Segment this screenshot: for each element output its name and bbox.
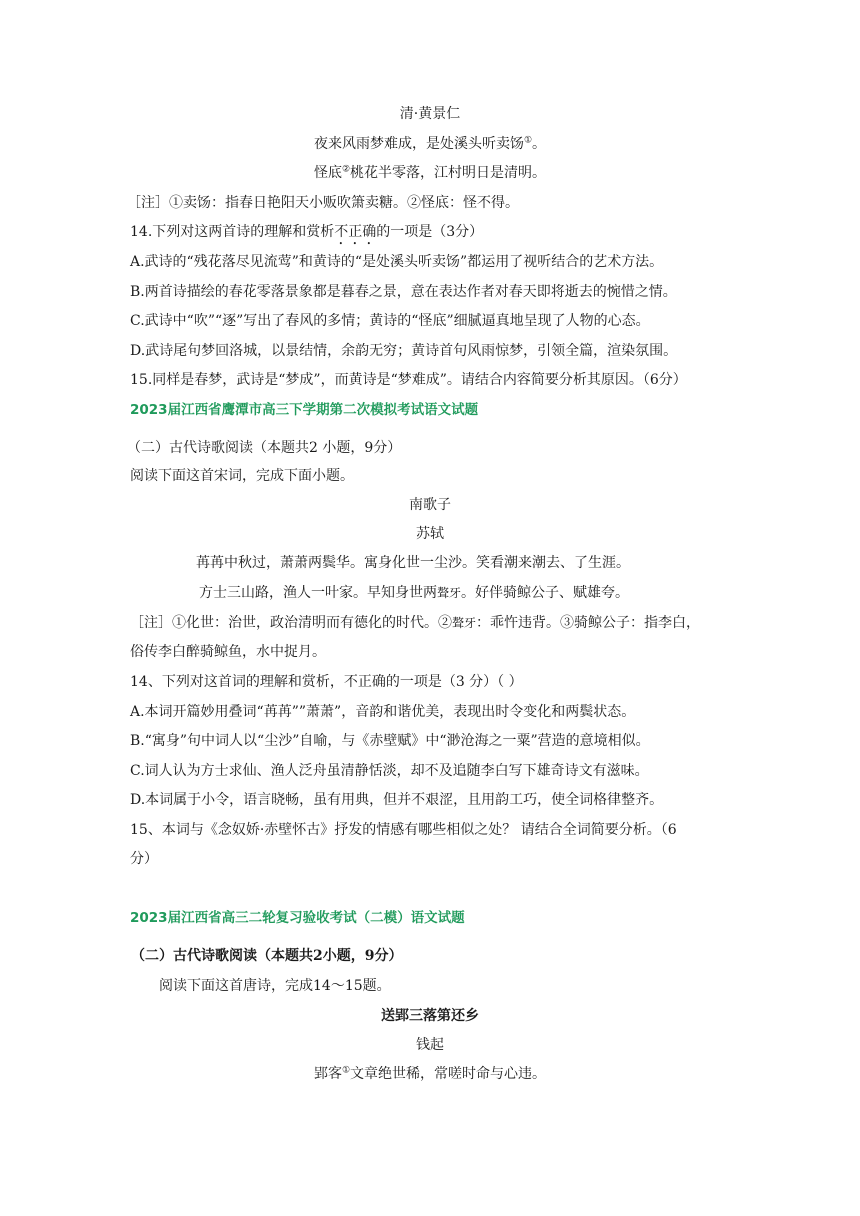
footnote-marker: ① (341, 1065, 351, 1076)
option-b: B.“寓身”句中词人以“尘沙”自喻，与《赤壁赋》中“渺沧海之一粟”营造的意境相似。 (130, 733, 650, 749)
poem-title: 送郢三落第还乡 (381, 1008, 479, 1024)
option-a: A.武诗的“残花落尽见流莺”和黄诗的“是处溪头听卖饧”都运用了视听结合的艺术方法。 (130, 254, 664, 270)
option-a: A.本词开篇妙用叠词“苒苒””萧萧”，音韵和谐优美，表现出时令变化和两鬓状态。 (130, 704, 636, 720)
option-d: D.武诗尾句梦回洛城，以景结情，余韵无穷；黄诗首句风雨惊梦，引领全篇，渲染氛围。 (130, 343, 678, 359)
poem-line: 苒苒中秋过，萧萧两鬓华。寓身化世一尘沙。笑看潮来潮去、了生涯。 (196, 555, 630, 571)
question-14: 14、下列对这首词的理解和赏析，不正确的一项是（3 分）（ ） (130, 674, 523, 690)
question-14: 14.下列对这两首诗的理解和赏析不正确的一项是（3分） (130, 224, 484, 240)
poem-author: 苏轼 (416, 526, 444, 542)
poem-note: ［注］①化世：治世，政治清明而有德化的时代。②聱牙：乖忤违背。③骑鲸公子：指李白， (130, 615, 701, 631)
poem-note: ［注］①卖饧：指春日艳阳天小贩吹箫卖糖。②怪底：怪不得。 (127, 195, 519, 211)
question-15: 15、本词与《念奴娇·赤壁怀古》抒发的情感有哪些相似之处？ 请结合全词简要分析。（6 (130, 822, 677, 838)
option-d: D.本词属于小令，语言晓畅，虽有用典，但并不艰涩，且用韵工巧，使全词格律整齐。 (130, 792, 664, 808)
poem-line: 郢客①文章绝世稀，常嗟时命与心违。 (313, 1065, 547, 1082)
option-b: B.两首诗描绘的春花零落景象都是暮春之景，意在表达作者对春天即将逝去的惋惜之情。 (130, 284, 677, 300)
question-15: 15.同样是春梦，武诗是“梦成”，而黄诗是“梦难成”。请结合内容简要分析其原因。（6分） (130, 372, 687, 388)
poem-line: 方士三山路，渔人一叶家。早知身世两聱牙。好伴骑鲸公子、赋雄夸。 (199, 585, 630, 601)
section-intro: 阅读下面这首唐诗，完成14～15题。 (159, 978, 391, 994)
question-15-cont: 分） (130, 851, 158, 867)
option-c: C.词人认为方士求仙、渔人泛舟虽清静恬淡，却不及追随李白写下雄奇诗文有滋味。 (130, 763, 649, 779)
section-heading: 2023届江西省鹰潭市高三下学期第二次模拟考试语文试题 (130, 402, 479, 418)
footnote-marker: ② (341, 164, 351, 175)
poem-line: 夜来风雨梦难成，是处溪头听卖饧①。 (313, 135, 547, 152)
poem-author: 清·黄景仁 (399, 106, 461, 122)
section-subheading: （二）古代诗歌阅读（本题共2 小题，9分） (127, 440, 402, 456)
emphasis-text: 不正确 (334, 224, 377, 240)
option-c: C.武诗中“吹”“逐”写出了春风的多情；黄诗的“怪底”细腻逼真地呈现了人物的心态。 (130, 313, 650, 329)
poem-note: 俗传李白醉骑鲸鱼，水中捉月。 (130, 644, 326, 660)
poem-author: 钱起 (416, 1037, 444, 1053)
section-subheading: （二）古代诗歌阅读（本题共2小题，9分） (131, 948, 403, 964)
poem-title: 南歌子 (409, 497, 451, 513)
section-intro: 阅读下面这首宋词，完成下面小题。 (130, 468, 354, 484)
section-heading: 2023届江西省高三二轮复习验收考试（二模）语文试题 (130, 910, 465, 926)
poem-line: 怪底②桃花半零落，江村明日是清明。 (313, 164, 547, 181)
footnote-marker: ① (523, 135, 533, 146)
